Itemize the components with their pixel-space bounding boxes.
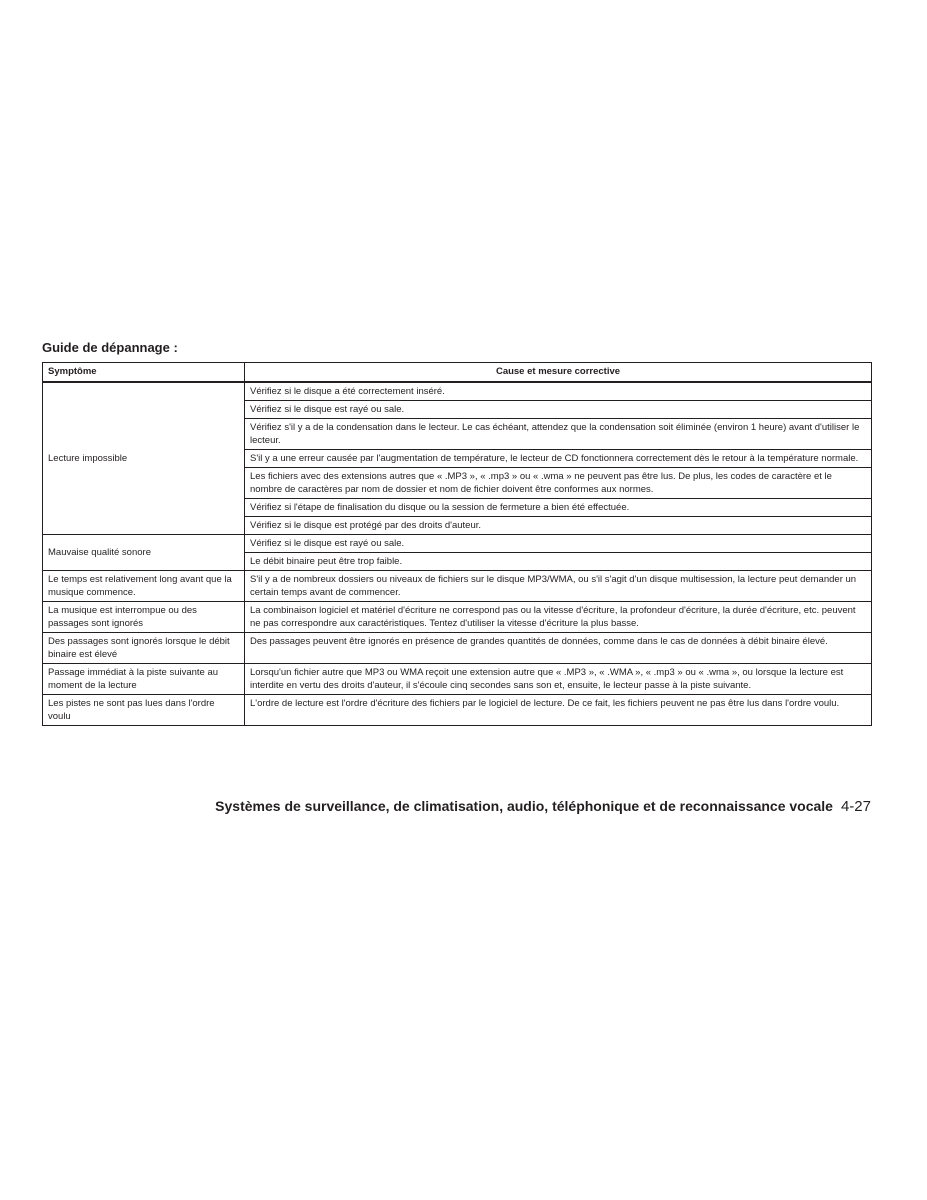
page-footer bbox=[0, 798, 871, 815]
symptom-cell: Des passages sont ignorés lorsque le débit binaire est élevé bbox=[43, 633, 245, 664]
cause-cell: Des passages peuvent être ignorés en présence de grandes quantités de données, comme dans le cas de données à débit binaire élevé. bbox=[245, 633, 872, 664]
cause-cell: L'ordre de lecture est l'ordre d'écriture des fichiers par le logiciel de lecture. De ce fait, les fichiers peuvent ne pas être lus dans l'ordre voulu. bbox=[245, 695, 872, 726]
symptom-cell: Les pistes ne sont pas lues dans l'ordre voulu bbox=[43, 695, 245, 726]
cause-cell: Le débit binaire peut être trop faible. bbox=[245, 553, 872, 571]
table-row bbox=[43, 633, 872, 664]
cause-cell: Vérifiez si le disque est protégé par des droits d'auteur. bbox=[245, 517, 872, 535]
symptom-cell: Mauvaise qualité sonore bbox=[43, 535, 245, 571]
table-row bbox=[43, 382, 872, 401]
page-number: 4-27 bbox=[840, 798, 871, 815]
table-row bbox=[43, 535, 872, 553]
cause-cell: Vérifiez si le disque est rayé ou sale. bbox=[245, 401, 872, 419]
table-row bbox=[43, 602, 872, 633]
cause-cell: S'il y a de nombreux dossiers ou niveaux de fichiers sur le disque MP3/WMA, ou s'il s'agit d'un disque multisession, la lecture peut demander un certain temps avant de commencer. bbox=[245, 571, 872, 602]
header-symptom: Symptôme bbox=[43, 363, 245, 383]
symptom-cell: Lecture impossible bbox=[43, 382, 245, 535]
cause-cell: Vérifiez si le disque a été correctement inséré. bbox=[245, 382, 872, 401]
table-row bbox=[43, 695, 872, 726]
cause-cell: Lorsqu'un fichier autre que MP3 ou WMA reçoit une extension autre que « .MP3 », « .WMA », « .mp3 » ou « .wma », ou lorsque la lecture est interdite en vertu des droits d'auteur, il s'écoule cinq secondes sans son et, ensuite, le lecteur passe à la piste suivante. bbox=[245, 664, 872, 695]
chapter-title: Systèmes de surveillance, de climatisation, audio, téléphonique et de reconnaissance vocale bbox=[215, 798, 833, 814]
header-cause: Cause et mesure corrective bbox=[245, 363, 872, 383]
table-row bbox=[43, 664, 872, 695]
cause-cell: S'il y a une erreur causée par l'augmentation de température, le lecteur de CD fonctionnera correctement dès le retour à la température normale. bbox=[245, 450, 872, 468]
symptom-cell: Le temps est relativement long avant que la musique commence. bbox=[43, 571, 245, 602]
cause-cell: Les fichiers avec des extensions autres que « .MP3 », « .mp3 » ou « .wma » ne peuvent pas être lus. De plus, les codes de caractère et le nombre de caractères par nom de dossier et nom de fichier doivent être conformes aux normes. bbox=[245, 468, 872, 499]
section-title: Guide de dépannage : bbox=[42, 340, 178, 355]
cause-cell: Vérifiez s'il y a de la condensation dans le lecteur. Le cas échéant, attendez que la condensation soit éliminée (environ 1 heure) avant d'utiliser le lecteur. bbox=[245, 419, 872, 450]
cause-cell: Vérifiez si le disque est rayé ou sale. bbox=[245, 535, 872, 553]
symptom-cell: La musique est interrompue ou des passages sont ignorés bbox=[43, 602, 245, 633]
troubleshooting-table bbox=[42, 362, 872, 726]
table-row bbox=[43, 571, 872, 602]
symptom-cell: Passage immédiat à la piste suivante au moment de la lecture bbox=[43, 664, 245, 695]
cause-cell: La combinaison logiciel et matériel d'écriture ne correspond pas ou la vitesse d'écriture, la profondeur d'écriture, la durée d'écriture, etc. peuvent ne pas correspondre aux caractéristiques. Tentez d'utiliser la vitesse d'écriture la plus basse. bbox=[245, 602, 872, 633]
cause-cell: Vérifiez si l'étape de finalisation du disque ou la session de fermeture a bien été effectuée. bbox=[245, 499, 872, 517]
table-header-row bbox=[43, 363, 872, 383]
